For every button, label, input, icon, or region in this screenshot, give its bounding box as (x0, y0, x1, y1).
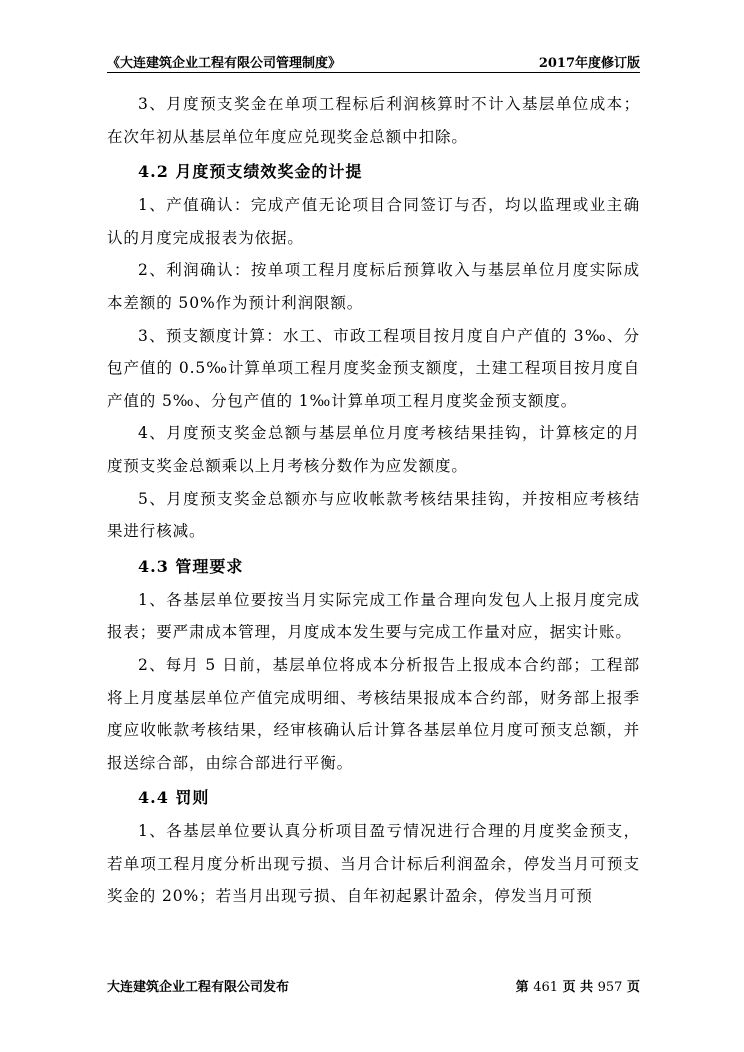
paragraph: 2、每月 5 日前，基层单位将成本分析报告上报成本合约部；工程部将上月度基层单位产值完成明细、考核结果报成本合约部，财务部上报季度应收帐款考核结果，经审核确认后计算各基层单位月度可预支总额，并报送综合部，由综合部进行平衡。 (107, 655, 640, 772)
page-mid: 页 共 (562, 980, 594, 995)
publisher-label: 大连建筑企业工程有限公司发布 (107, 980, 290, 995)
current-page: 461 (533, 980, 559, 995)
page-footer (107, 976, 640, 996)
document-body (107, 88, 640, 913)
page-suffix: 页 (626, 980, 640, 995)
document-title: 《大连建筑企业工程有限公司管理制度》 (107, 56, 342, 71)
paragraph: 2、利润确认：按单项工程月度标后预算收入与基层单位月度实际成本差额的 50%作为预计利润限额。 (107, 261, 640, 312)
page-number (516, 976, 640, 995)
edition-label: 2017年度修订版 (538, 56, 640, 71)
paragraph: 1、各基层单位要认真分析项目盈亏情况进行合理的月度奖金预支，若单项工程月度分析出现亏损、当月合计标后利润盈余，停发当月可预支奖金的 20%；若当月出现亏损、自年初起累计盈余，停发当月可预 (107, 822, 640, 906)
section-heading: 4.2 月度预支绩效奖金的计提 (138, 162, 363, 182)
page-prefix: 第 (515, 980, 529, 995)
paragraph: 5、月度预支奖金总额亦与应收帐款考核结果挂钩，并按相应考核结果进行核减。 (107, 489, 640, 541)
paragraph: 4、月度预支奖金总额与基层单位月度考核结果挂钩，计算核定的月度预支奖金总额乘以上月考核分数作为应发额度。 (107, 424, 640, 475)
page-header (107, 50, 640, 73)
paragraph: 1、产值确认：完成产值无论项目合同签订与否，均以监理或业主确认的月度完成报表为依据。 (107, 196, 640, 247)
paragraph: 3、预支额度计算：水工、市政工程项目按月度自户产值的 3‰、分包产值的 0.5‰计算单项工程月度奖金预支额度，土建工程项目按月度自产值的 5‰、分包产值的 1‰计算单项工程月度奖金预支额度。 (107, 326, 640, 410)
paragraph: 1、各基层单位要按当月实际完成工作量合理向发包人上报月度完成报表；要严肃成本管理，月度成本发生要与完成工作量对应，据实计账。 (107, 590, 640, 642)
paragraph: 3、月度预支奖金在单项工程标后利润核算时不计入基层单位成本；在次年初从基层单位年度应兑现奖金总额中扣除。 (107, 95, 640, 146)
section-heading: 4.4 罚则 (138, 788, 210, 808)
total-pages: 957 (597, 980, 623, 995)
section-heading: 4.3 管理要求 (138, 556, 244, 576)
